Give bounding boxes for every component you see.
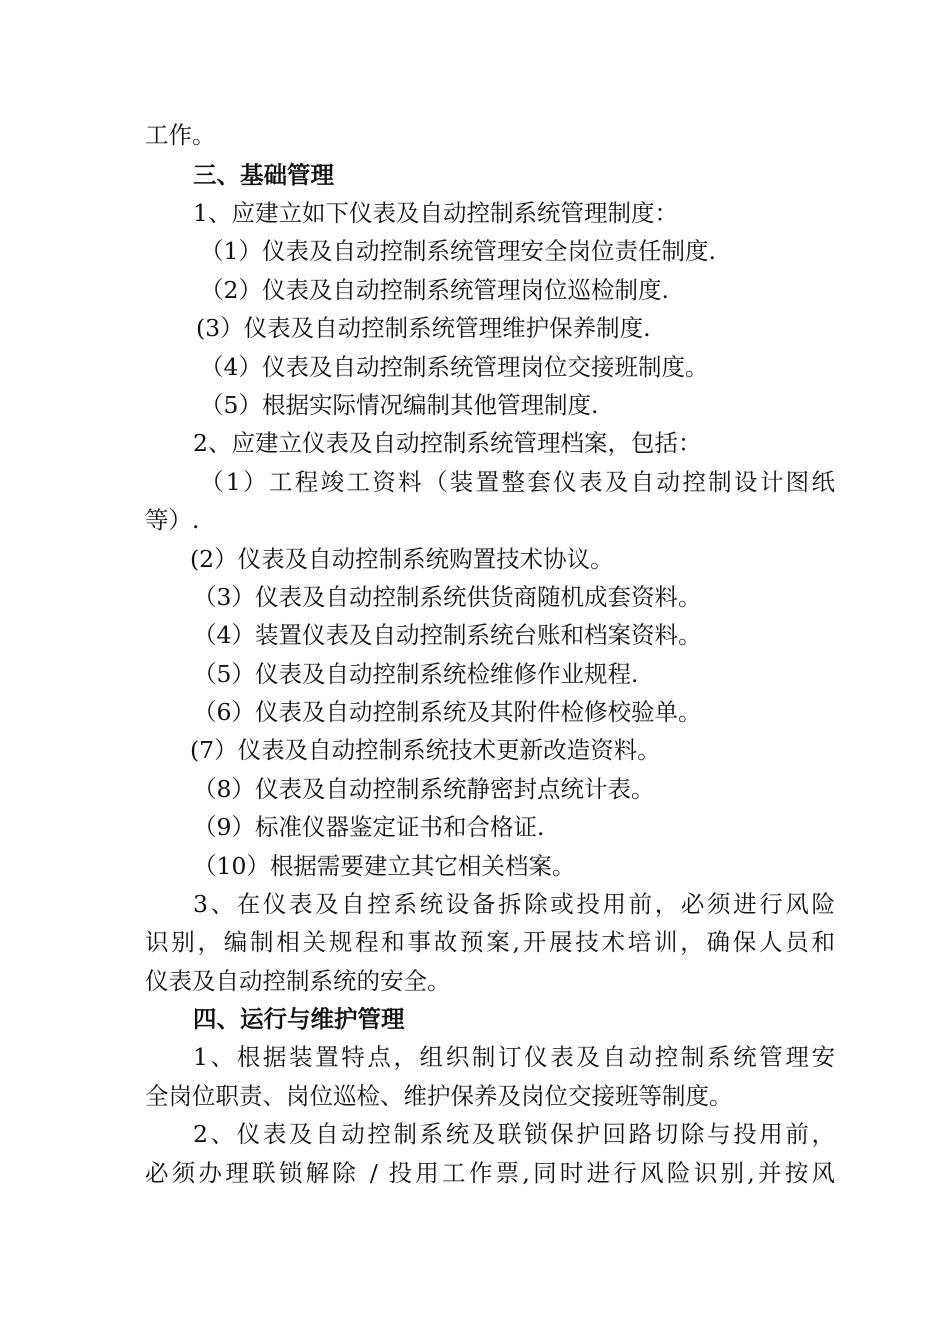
list-item: （5）根据实际情况编制其他管理制度. <box>200 391 599 419</box>
text-line: 3、在仪表及自控系统设备拆除或投用前，必须进行风险 <box>193 890 835 918</box>
section-heading-basic-management: 三、基础管理 <box>193 161 334 189</box>
list-item: （5）仪表及自动控制系统检维修作业规程. <box>193 660 639 688</box>
text-line: 2、应建立仪表及自动控制系统管理档案，包括： <box>193 429 702 457</box>
list-item: (2）仪表及自动控制系统购置技术协议。 <box>190 545 614 573</box>
text-line: 1、根据装置特点，组织制订仪表及自动控制系统管理安 <box>193 1043 835 1071</box>
list-item: （3）仪表及自动控制系统供货商随机成套资料。 <box>193 583 702 611</box>
text-line: 2、仪表及自动控制系统及联锁保护回路切除与投用前， <box>193 1120 835 1148</box>
list-item: （1）仪表及自动控制系统管理安全岗位责任制度. <box>200 237 716 265</box>
list-item: （2）仪表及自动控制系统管理岗位巡检制度. <box>200 276 669 304</box>
text-line: 识别，编制相关规程和事故预案,开展技术培训，确保人员和 <box>145 928 835 956</box>
section-heading-operation-maintenance: 四、运行与维护管理 <box>193 1005 405 1033</box>
list-item: （10）根据需要建立其它相关档案。 <box>193 852 576 880</box>
list-item: （8）仪表及自动控制系统静密封点统计表。 <box>193 775 655 803</box>
list-item: （6）仪表及自动控制系统及其附件检修校验单。 <box>193 698 702 726</box>
list-item: (3）仪表及自动控制系统管理维护保养制度. <box>196 314 651 342</box>
text-line: 必须办理联锁解除 / 投用工作票,同时进行风险识别,并按风 <box>145 1159 835 1187</box>
text-line-continuation: 等）. <box>145 506 200 534</box>
text-line-continuation: 工作。 <box>145 121 216 149</box>
text-line: 1、应建立如下仪表及自动控制系统管理制度： <box>193 199 678 227</box>
list-item: （4）装置仪表及自动控制系统台账和档案资料。 <box>193 621 702 649</box>
list-item: （9）标准仪器鉴定证书和合格证. <box>193 813 545 841</box>
list-item: （1）工程竣工资料（装置整套仪表及自动控制设计图纸 <box>200 468 835 496</box>
list-item: (7）仪表及自动控制系统技术更新改造资料。 <box>190 736 661 764</box>
text-line: 仪表及自动控制系统的安全。 <box>145 967 451 995</box>
text-line: 全岗位职责、岗位巡检、维护保养及岗位交接班等制度。 <box>145 1082 733 1110</box>
list-item: （4）仪表及自动控制系统管理岗位交接班制度。 <box>200 353 709 381</box>
